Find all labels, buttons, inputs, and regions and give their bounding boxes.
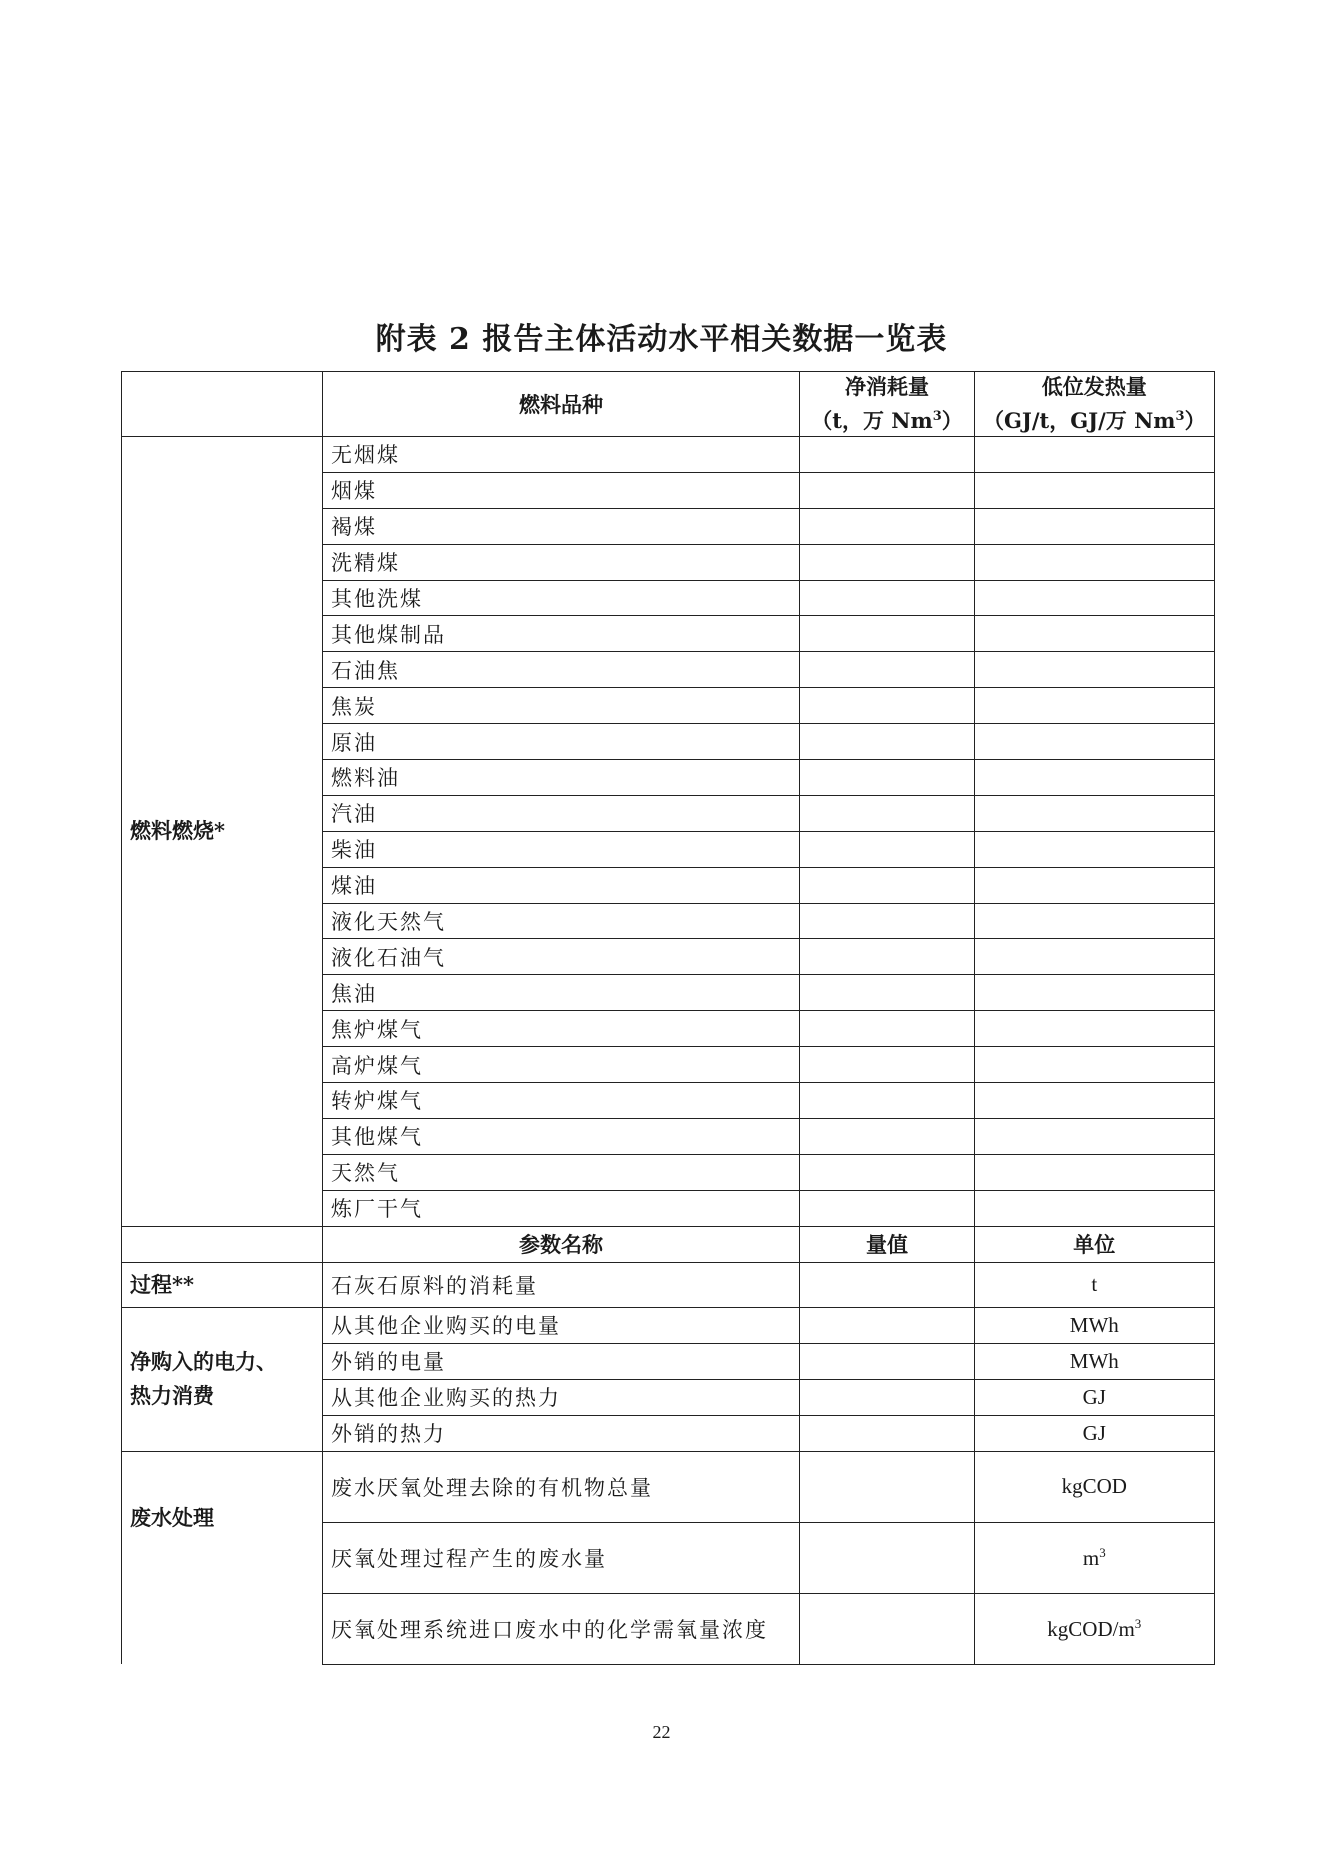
param-header-blank-cell: [122, 1226, 323, 1262]
net-consumption-cell[interactable]: [800, 1047, 975, 1083]
net-consumption-cell[interactable]: [800, 975, 975, 1011]
unit-text: kgCOD: [1061, 1474, 1127, 1499]
fuel-name: 焦油: [323, 975, 800, 1011]
heat-value-cell[interactable]: [975, 724, 1215, 760]
heat-value-cell[interactable]: [975, 544, 1215, 580]
param-unit: [975, 1522, 1215, 1593]
unit-text: GJ: [1082, 1420, 1106, 1445]
param-name: 从其他企业购买的热力: [323, 1379, 800, 1415]
heat-value-cell[interactable]: [975, 437, 1215, 473]
fuel-combustion-category: 燃料燃烧*: [122, 437, 323, 1227]
param-unit: [975, 1379, 1215, 1415]
category-label-line: 净购入的电力、: [130, 1349, 277, 1375]
fuel-name: 液化天然气: [323, 903, 800, 939]
net-consumption-cell[interactable]: [800, 580, 975, 616]
heat-value-cell[interactable]: [975, 1154, 1215, 1190]
wastewater-category: 废水处理: [122, 1451, 323, 1664]
fuel-name: 其他洗煤: [323, 580, 800, 616]
param-name: 石灰石原料的消耗量: [323, 1262, 800, 1307]
net-consumption-cell[interactable]: [800, 724, 975, 760]
net-consumption-cell[interactable]: [800, 1083, 975, 1119]
heat-value-label: 低位发热量: [1041, 374, 1147, 399]
heat-value-unit-sup: 3: [1175, 409, 1185, 424]
param-unit: [975, 1307, 1215, 1343]
heat-value-unit: [983, 402, 1206, 436]
heat-value-cell[interactable]: [975, 688, 1215, 724]
unit-text: MWh: [1069, 1348, 1119, 1373]
net-consumption-cell[interactable]: [800, 1154, 975, 1190]
fuel-name: 其他煤制品: [323, 616, 800, 652]
heat-value-cell[interactable]: [975, 867, 1215, 903]
heat-value-cell[interactable]: [975, 580, 1215, 616]
fuel-name: 石油焦: [323, 652, 800, 688]
header-row: [122, 372, 1215, 437]
net-consumption-cell[interactable]: [800, 544, 975, 580]
fuel-name: 汽油: [323, 795, 800, 831]
net-consumption-cell[interactable]: [800, 760, 975, 796]
unit-superscript: 3: [1134, 1615, 1142, 1631]
heat-value-cell[interactable]: [975, 616, 1215, 652]
param-unit: [975, 1262, 1215, 1307]
fuel-name: 柴油: [323, 831, 800, 867]
heat-value-cell[interactable]: [975, 1083, 1215, 1119]
param-unit: [975, 1343, 1215, 1379]
fuel-name: 转炉煤气: [323, 1083, 800, 1119]
heat-value-header: [975, 372, 1215, 437]
heat-value-cell[interactable]: [975, 831, 1215, 867]
net-consumption-unit-end: ）: [941, 408, 963, 433]
fuel-name: 无烟煤: [323, 437, 800, 473]
param-value-cell[interactable]: [800, 1379, 975, 1415]
heat-value-cell[interactable]: [975, 1190, 1215, 1226]
net-consumption-unit-text: （t，万 Nm: [811, 408, 933, 433]
fuel-name: 焦炉煤气: [323, 1011, 800, 1047]
unit-superscript: 3: [1099, 1544, 1106, 1560]
fuel-type-header: 燃料品种: [323, 372, 800, 437]
electricity-row: [122, 1307, 1215, 1343]
heat-value-cell[interactable]: [975, 975, 1215, 1011]
heat-value-unit-end: ）: [1184, 408, 1206, 433]
param-unit: [975, 1415, 1215, 1451]
fuel-name: 原油: [323, 724, 800, 760]
param-value-cell[interactable]: [800, 1415, 975, 1451]
unit-text: t: [1091, 1272, 1098, 1297]
net-consumption-cell[interactable]: [800, 1190, 975, 1226]
heat-value-cell[interactable]: [975, 795, 1215, 831]
net-consumption-cell[interactable]: [800, 831, 975, 867]
param-value-cell[interactable]: [800, 1593, 975, 1664]
fuel-name: 烟煤: [323, 472, 800, 508]
net-consumption-cell[interactable]: [800, 795, 975, 831]
heat-value-cell[interactable]: [975, 472, 1215, 508]
net-consumption-cell[interactable]: [800, 508, 975, 544]
param-value-cell[interactable]: [800, 1343, 975, 1379]
net-consumption-label: 净消耗量: [845, 374, 929, 399]
heat-value-unit-text: （GJ/t，GJ/万 Nm: [983, 408, 1176, 433]
fuel-name: 炼厂干气: [323, 1190, 800, 1226]
param-value-header: 量值: [800, 1226, 975, 1262]
header-blank-cell: [122, 372, 323, 437]
net-consumption-cell[interactable]: [800, 688, 975, 724]
fuel-name: 高炉煤气: [323, 1047, 800, 1083]
net-consumption-cell[interactable]: [800, 437, 975, 473]
fuel-name: 煤油: [323, 867, 800, 903]
net-consumption-header: [800, 372, 975, 437]
param-value-cell[interactable]: [800, 1307, 975, 1343]
page-number: 22: [652, 1722, 671, 1742]
fuel-name: 洗精煤: [323, 544, 800, 580]
net-consumption-cell[interactable]: [800, 652, 975, 688]
unit-text: GJ: [1082, 1384, 1106, 1409]
param-unit: [975, 1451, 1215, 1522]
param-name: 厌氧处理系统进口废水中的化学需氧量浓度: [323, 1593, 800, 1664]
fuel-name: 天然气: [323, 1154, 800, 1190]
param-value-cell[interactable]: [800, 1522, 975, 1593]
net-consumption-cell[interactable]: [800, 616, 975, 652]
heat-value-cell[interactable]: [975, 1118, 1215, 1154]
param-name: 从其他企业购买的电量: [323, 1307, 800, 1343]
param-name-header: 参数名称: [323, 1226, 800, 1262]
unit-text: kgCOD/m: [1047, 1616, 1135, 1641]
param-name: 厌氧处理过程产生的废水量: [323, 1522, 800, 1593]
fuel-row: [122, 437, 1215, 473]
heat-value-cell[interactable]: [975, 508, 1215, 544]
param-value-cell[interactable]: [800, 1262, 975, 1307]
net-consumption-cell[interactable]: [800, 472, 975, 508]
heat-value-cell[interactable]: [975, 1047, 1215, 1083]
heat-value-cell[interactable]: [975, 903, 1215, 939]
net-consumption-cell[interactable]: [800, 1011, 975, 1047]
process-category: 过程**: [122, 1262, 323, 1307]
process-row: [122, 1262, 1215, 1307]
net-consumption-cell[interactable]: [800, 867, 975, 903]
param-name: 废水厌氧处理去除的有机物总量: [323, 1451, 800, 1522]
electricity-heat-category: [122, 1307, 323, 1451]
unit-text: MWh: [1069, 1312, 1119, 1337]
net-consumption-cell[interactable]: [800, 1118, 975, 1154]
wastewater-row: [122, 1451, 1215, 1522]
fuel-name: 其他煤气: [323, 1118, 800, 1154]
param-name: 外销的热力: [323, 1415, 800, 1451]
unit-text: m: [1082, 1545, 1100, 1570]
net-consumption-cell[interactable]: [800, 903, 975, 939]
param-value-cell[interactable]: [800, 1451, 975, 1522]
param-name: 外销的电量: [323, 1343, 800, 1379]
fuel-name: 焦炭: [323, 688, 800, 724]
heat-value-cell[interactable]: [975, 760, 1215, 796]
page-title: 附表 2 报告主体活动水平相关数据一览表: [375, 322, 948, 357]
activity-data-table: [121, 371, 1215, 1665]
param-unit: [975, 1593, 1215, 1664]
net-consumption-unit-sup: 3: [932, 409, 942, 424]
heat-value-cell[interactable]: [975, 939, 1215, 975]
param-unit-header: 单位: [975, 1226, 1215, 1262]
fuel-name: 褐煤: [323, 508, 800, 544]
net-consumption-cell[interactable]: [800, 939, 975, 975]
heat-value-cell[interactable]: [975, 652, 1215, 688]
fuel-name: 燃料油: [323, 760, 800, 796]
param-header-row: [122, 1226, 1215, 1262]
net-consumption-unit: [808, 402, 966, 436]
fuel-name: 液化石油气: [323, 939, 800, 975]
heat-value-cell[interactable]: [975, 1011, 1215, 1047]
category-label-line: 热力消费: [130, 1383, 214, 1409]
